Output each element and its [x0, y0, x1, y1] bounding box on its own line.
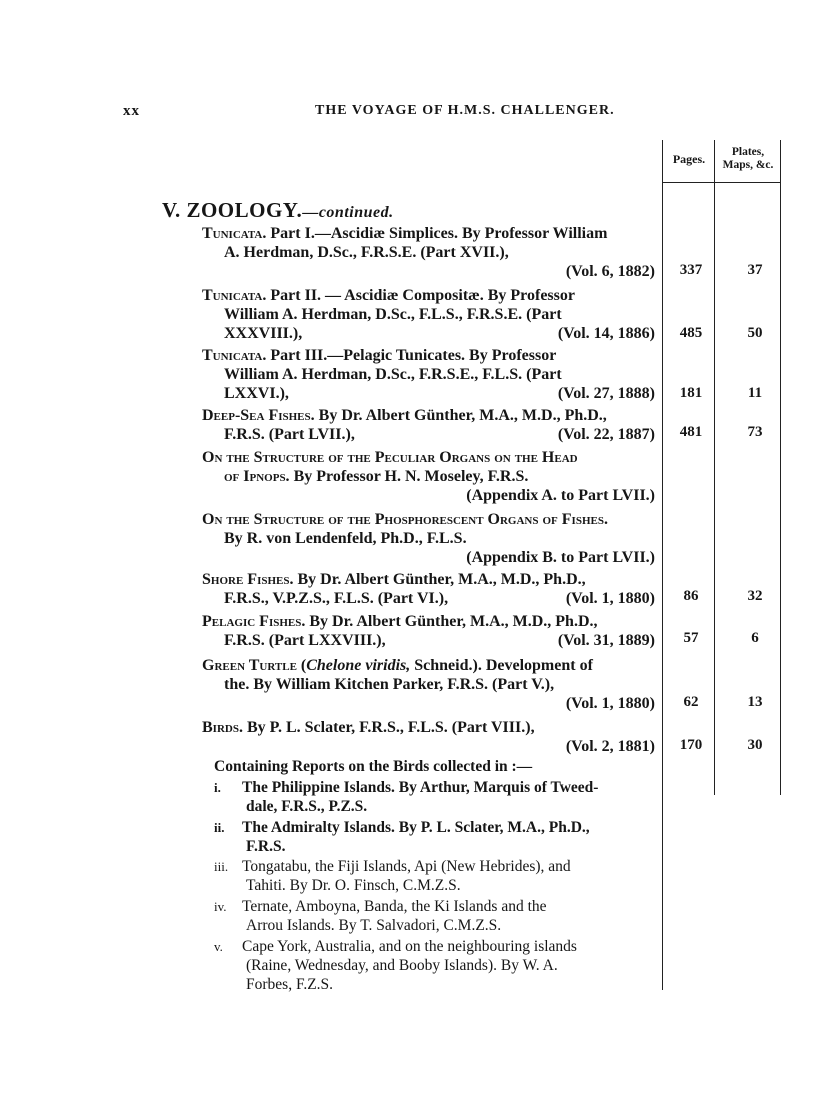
section-continued: —continued.: [302, 204, 394, 221]
entry-line: LXXVI.),: [224, 385, 289, 402]
header-rule: [662, 182, 780, 183]
entry-line: William A. Herdman, D.Sc., F.L.S., F.R.S.E. (Part: [224, 306, 562, 323]
page-count: 86: [683, 588, 699, 604]
page-count: 57: [683, 630, 699, 646]
bird-report: [214, 857, 655, 895]
page-count: 337: [679, 262, 703, 278]
page-count: 181: [679, 385, 703, 401]
page-count: 485: [679, 325, 703, 341]
entry-title: Tunicata.: [202, 287, 267, 304]
entry-line: XXXVIII.),: [224, 325, 303, 342]
entry-reference: (Vol. 22, 1887): [557, 426, 655, 443]
report-line: The Admiralty Islands. By P. L. Sclater, M.A., Ph.D.,: [242, 819, 590, 836]
plate-count: 32: [747, 588, 763, 604]
report-line: Arrou Islands. By T. Salvadori, C.M.Z.S.: [246, 917, 502, 934]
page-count: 170: [679, 737, 703, 753]
entry-reference: (Appendix A. to Part LVII.): [466, 487, 655, 504]
report-line: Ternate, Amboyna, Banda, the Ki Islands and the: [242, 898, 547, 915]
bird-report: [214, 778, 655, 816]
report-line: Tahiti. By Dr. O. Finsch, C.M.Z.S.: [246, 877, 461, 894]
entry-title: Shore Fishes.: [202, 571, 294, 588]
entry-line: F.R.S. (Part LVII.),: [224, 426, 355, 443]
catalog-entry: [202, 406, 655, 444]
entry-line: By Dr. Albert Günther, M.A., M.D., Ph.D.,: [297, 571, 586, 588]
entry-title: On the Structure of the Phosphorescent Organs of Fishes.: [202, 511, 608, 528]
entry-reference: (Vol. 6, 1882): [565, 263, 655, 280]
catalog-entry: Green Turtle (Chelone viridis, Schneid.). Development of the. By William Kitchen Parker, F.R.S. (Part V.), (Vol. 1, 1880): [202, 657, 655, 712]
entry-title: Birds.: [202, 719, 243, 736]
entry-line: By R. von Lendenfeld, Ph.D., F.L.S.: [224, 530, 467, 547]
page-number: xx: [123, 103, 140, 119]
birds-intro: Containing Reports on the Birds collected in :—: [214, 758, 533, 775]
entry-reference: (Vol. 2, 1881): [565, 738, 655, 755]
plate-count: 11: [747, 385, 763, 401]
report-line: Forbes, F.Z.S.: [246, 976, 334, 993]
report-line: F.R.S.: [246, 838, 286, 855]
entry-line: of Ipnops.: [224, 468, 290, 485]
plates-header-line1: Plates,: [731, 146, 765, 158]
entry-title: Deep-Sea Fishes.: [202, 407, 315, 424]
entry-reference: (Vol. 31, 1889): [557, 632, 655, 649]
plate-count: 37: [747, 262, 763, 278]
plate-count: 6: [751, 630, 759, 646]
catalog-entry: [202, 448, 655, 505]
section-title: V. ZOOLOGY.: [162, 198, 303, 222]
entry-line: William A. Herdman, D.Sc., F.R.S.E., F.L.S. (Part: [224, 366, 562, 383]
pages-column-header: Pages.: [672, 152, 706, 166]
entry-line: F.R.S. (Part LXXVIII.),: [224, 632, 386, 649]
page-count: 481: [679, 424, 703, 440]
catalog-entry: [202, 570, 655, 608]
section-heading: [162, 198, 394, 223]
catalog-entry: [202, 612, 655, 650]
report-numeral: ii.: [214, 820, 225, 835]
entry-reference: (Vol. 27, 1888): [557, 385, 655, 402]
bird-report: [214, 937, 655, 994]
report-numeral: iii.: [214, 859, 229, 874]
report-line: dale, F.R.S., P.Z.S.: [246, 798, 368, 815]
plates-header-line2: Maps, &c.: [722, 159, 774, 171]
entry-line: Schneid.). Development of: [414, 657, 593, 674]
entry-reference: (Vol. 14, 1886): [557, 325, 655, 342]
entry-title: Tunicata.: [202, 225, 267, 242]
entry-title: Pelagic Fishes.: [202, 613, 306, 630]
entry-line: By P. L. Sclater, F.R.S., F.L.S. (Part VIII.),: [246, 719, 535, 736]
report-numeral: v.: [214, 939, 223, 954]
plate-count: 73: [747, 424, 763, 440]
entry-line: the. By William Kitchen Parker, F.R.S. (Part V.),: [224, 676, 555, 693]
entry-line: Part III.—Pelagic Tunicates. By Professor: [270, 347, 557, 364]
catalog-entry: [202, 346, 655, 403]
entry-reference: (Vol. 1, 1880): [565, 590, 655, 607]
entry-reference: (Vol. 1, 1880): [565, 695, 655, 712]
species-name: Chelone viridis,: [306, 657, 411, 674]
plate-count: 13: [747, 694, 763, 710]
entry-line: Part II. — Ascidiæ Compositæ. By Professor: [270, 287, 575, 304]
report-numeral: i.: [214, 780, 221, 795]
catalog-entry: [202, 510, 655, 567]
plates-column-header: [716, 146, 780, 172]
entry-line: A. Herdman, D.Sc., F.R.S.E. (Part XVII.),: [224, 244, 509, 261]
entry-title: On the Structure of the Peculiar Organs on the Head: [202, 449, 578, 466]
entry-line: By Dr. Albert Günther, M.A., M.D., Ph.D.,: [309, 613, 598, 630]
entry-reference: (Appendix B. to Part LVII.): [466, 549, 655, 566]
bird-report: [214, 897, 655, 935]
catalog-entry: [202, 224, 655, 281]
plate-count: 50: [747, 325, 763, 341]
entry-line: Part I.—Ascidiæ Simplices. By Professor William: [270, 225, 608, 242]
report-line: Cape York, Australia, and on the neighbouring islands: [242, 938, 577, 955]
report-line: (Raine, Wednesday, and Booby Islands). By W. A.: [246, 957, 558, 974]
bird-report: [214, 818, 655, 856]
running-title: THE VOYAGE OF H.M.S. CHALLENGER.: [315, 103, 615, 118]
page-count: 62: [683, 694, 699, 710]
catalog-entry: [202, 286, 655, 343]
entry-line: F.R.S., V.P.Z.S., F.L.S. (Part VI.),: [224, 590, 449, 607]
column-rule-right: [780, 140, 781, 795]
report-numeral: iv.: [214, 899, 227, 914]
entry-line: By Professor H. N. Moseley, F.R.S.: [293, 468, 529, 485]
report-line: The Philippine Islands. By Arthur, Marquis of Tweed-: [242, 779, 599, 796]
column-rule-left: [662, 140, 663, 990]
entry-title: Tunicata.: [202, 347, 267, 364]
catalog-entry: [202, 718, 655, 756]
report-line: Tongatabu, the Fiji Islands, Api (New Hebrides), and: [242, 858, 571, 875]
plate-count: 30: [747, 737, 763, 753]
entry-line: By Dr. Albert Günther, M.A., M.D., Ph.D.,: [318, 407, 607, 424]
entry-title: Green Turtle: [202, 657, 297, 674]
